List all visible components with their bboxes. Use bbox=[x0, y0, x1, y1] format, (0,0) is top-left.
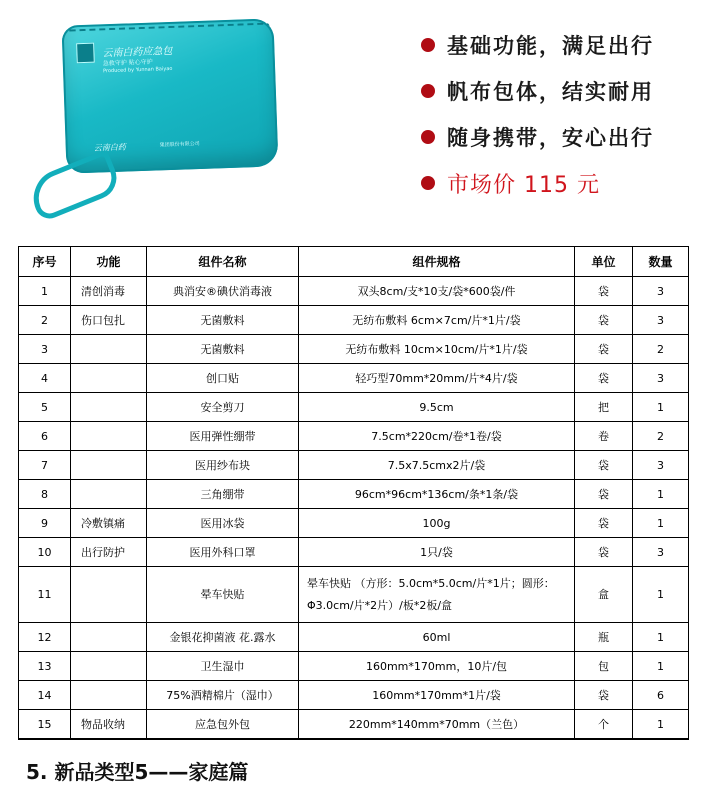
cell-spec: 晕车快贴 （方形：5.0cm*5.0cm/片*1片；圆形：Φ3.0cm/片*2片）/板*2板/盒 bbox=[299, 567, 575, 623]
cell-name: 创口贴 bbox=[147, 364, 299, 393]
cell-unit: 袋 bbox=[575, 451, 633, 480]
cell-unit: 袋 bbox=[575, 335, 633, 364]
cell-qty: 6 bbox=[633, 681, 689, 710]
bullet-icon bbox=[421, 38, 435, 52]
cell-func bbox=[71, 623, 147, 652]
cell-func bbox=[71, 681, 147, 710]
cell-qty: 3 bbox=[633, 277, 689, 306]
cell-func bbox=[71, 422, 147, 451]
cell-spec: 无纺布敷料 10cm×10cm/片*1片/袋 bbox=[299, 335, 575, 364]
feature-text: 随身携带，安心出行 bbox=[447, 125, 654, 150]
table-row bbox=[19, 277, 689, 306]
cell-unit: 袋 bbox=[575, 364, 633, 393]
cell-name: 75%酒精棉片（湿巾） bbox=[147, 681, 299, 710]
cell-qty: 3 bbox=[633, 364, 689, 393]
bag-producer: Produced by Yunnan Baiyao bbox=[102, 65, 173, 75]
cell-unit: 袋 bbox=[575, 306, 633, 335]
cell-func bbox=[71, 335, 147, 364]
cell-unit: 个 bbox=[575, 710, 633, 740]
header-no: 序号 bbox=[19, 247, 71, 277]
cell-spec: 220mm*140mm*70mm（兰色） bbox=[299, 710, 575, 740]
cell-qty: 1 bbox=[633, 567, 689, 623]
price-item bbox=[421, 160, 654, 206]
cell-name: 医用冰袋 bbox=[147, 509, 299, 538]
cell-func bbox=[71, 364, 147, 393]
header-spec: 组件规格 bbox=[299, 247, 575, 277]
cell-name: 医用弹性绷带 bbox=[147, 422, 299, 451]
feature-text: 帆布包体，结实耐用 bbox=[447, 79, 654, 104]
bag-bottom-company: 集团股份有限公司 bbox=[159, 140, 200, 149]
table-row bbox=[19, 567, 689, 623]
price-text: 市场价 115 元 bbox=[447, 172, 600, 198]
feature-list bbox=[421, 22, 654, 206]
table-row bbox=[19, 652, 689, 681]
cell-no: 9 bbox=[19, 509, 71, 538]
cell-func bbox=[71, 451, 147, 480]
table-row bbox=[19, 393, 689, 422]
cell-func: 清创消毒 bbox=[71, 277, 147, 306]
cell-qty: 2 bbox=[633, 335, 689, 364]
cell-no: 11 bbox=[19, 567, 71, 623]
cell-unit: 袋 bbox=[575, 538, 633, 567]
table-row bbox=[19, 623, 689, 652]
cell-func: 物品收纳 bbox=[71, 710, 147, 740]
components-table bbox=[18, 246, 689, 740]
table-row bbox=[19, 335, 689, 364]
cell-qty: 3 bbox=[633, 306, 689, 335]
cell-no: 3 bbox=[19, 335, 71, 364]
cell-no: 6 bbox=[19, 422, 71, 451]
header-unit: 单位 bbox=[575, 247, 633, 277]
cell-qty: 2 bbox=[633, 422, 689, 451]
cell-unit: 袋 bbox=[575, 277, 633, 306]
table-row bbox=[19, 538, 689, 567]
cell-func bbox=[71, 393, 147, 422]
cell-no: 2 bbox=[19, 306, 71, 335]
cell-unit: 袋 bbox=[575, 480, 633, 509]
cell-qty: 1 bbox=[633, 623, 689, 652]
cell-qty: 1 bbox=[633, 393, 689, 422]
cell-func bbox=[71, 652, 147, 681]
cell-func bbox=[71, 480, 147, 509]
cell-no: 15 bbox=[19, 710, 71, 740]
cell-func bbox=[71, 567, 147, 623]
cell-spec: 160mm*170mm*1片/袋 bbox=[299, 681, 575, 710]
bullet-icon bbox=[421, 84, 435, 98]
feature-item bbox=[421, 114, 654, 160]
product-image bbox=[26, 14, 282, 214]
table-header-row bbox=[19, 247, 689, 277]
cell-unit: 袋 bbox=[575, 681, 633, 710]
cell-spec: 1只/袋 bbox=[299, 538, 575, 567]
cell-no: 7 bbox=[19, 451, 71, 480]
cell-name: 卫生湿巾 bbox=[147, 652, 299, 681]
cell-name: 医用外科口罩 bbox=[147, 538, 299, 567]
cell-no: 10 bbox=[19, 538, 71, 567]
cell-spec: 无纺布敷料 6cm×7cm/片*1片/袋 bbox=[299, 306, 575, 335]
bullet-icon bbox=[421, 130, 435, 144]
cell-spec: 轻巧型70mm*20mm/片*4片/袋 bbox=[299, 364, 575, 393]
feature-item bbox=[421, 68, 654, 114]
cell-no: 4 bbox=[19, 364, 71, 393]
table-body bbox=[19, 277, 689, 740]
table-row bbox=[19, 480, 689, 509]
table-row bbox=[19, 422, 689, 451]
feature-text: 基础功能，满足出行 bbox=[447, 33, 654, 58]
bag-brand-text: 云南白药应急包 bbox=[102, 45, 173, 60]
cell-qty: 1 bbox=[633, 509, 689, 538]
cell-no: 5 bbox=[19, 393, 71, 422]
cell-name: 应急包外包 bbox=[147, 710, 299, 740]
brand-logo-icon bbox=[76, 43, 95, 64]
cell-unit: 包 bbox=[575, 652, 633, 681]
cell-spec: 7.5x7.5cmx2片/袋 bbox=[299, 451, 575, 480]
bullet-icon bbox=[421, 176, 435, 190]
cell-spec: 60ml bbox=[299, 623, 575, 652]
header-function: 功能 bbox=[71, 247, 147, 277]
cell-name: 典消安®碘伏消毒液 bbox=[147, 277, 299, 306]
bag-tagline: 急救守护 贴心守护 bbox=[102, 58, 153, 68]
cell-qty: 1 bbox=[633, 652, 689, 681]
feature-item bbox=[421, 22, 654, 68]
bag-body bbox=[61, 18, 278, 173]
cell-func: 伤口包扎 bbox=[71, 306, 147, 335]
cell-qty: 3 bbox=[633, 538, 689, 567]
cell-unit: 袋 bbox=[575, 509, 633, 538]
header-qty: 数量 bbox=[633, 247, 689, 277]
cell-no: 13 bbox=[19, 652, 71, 681]
table-row bbox=[19, 364, 689, 393]
table-row bbox=[19, 681, 689, 710]
cell-spec: 7.5cm*220cm/卷*1卷/袋 bbox=[299, 422, 575, 451]
cell-unit: 瓶 bbox=[575, 623, 633, 652]
cell-unit: 盒 bbox=[575, 567, 633, 623]
cell-qty: 1 bbox=[633, 710, 689, 740]
cell-name: 金银花抑菌液 花.露水 bbox=[147, 623, 299, 652]
cell-qty: 1 bbox=[633, 480, 689, 509]
bag-bottom-brand: 云南白药 bbox=[93, 142, 126, 153]
cell-name: 无菌敷料 bbox=[147, 306, 299, 335]
cell-no: 12 bbox=[19, 623, 71, 652]
table-row bbox=[19, 451, 689, 480]
table-row bbox=[19, 509, 689, 538]
cell-spec: 双头8cm/支*10支/袋*600袋/件 bbox=[299, 277, 575, 306]
cell-unit: 卷 bbox=[575, 422, 633, 451]
cell-name: 无菌敷料 bbox=[147, 335, 299, 364]
cell-no: 14 bbox=[19, 681, 71, 710]
cell-qty: 3 bbox=[633, 451, 689, 480]
cell-spec: 96cm*96cm*136cm/条*1条/袋 bbox=[299, 480, 575, 509]
cell-spec: 100g bbox=[299, 509, 575, 538]
cell-name: 安全剪刀 bbox=[147, 393, 299, 422]
cell-name: 医用纱布块 bbox=[147, 451, 299, 480]
cell-spec: 9.5cm bbox=[299, 393, 575, 422]
cell-name: 三角绷带 bbox=[147, 480, 299, 509]
cell-func: 冷敷镇痛 bbox=[71, 509, 147, 538]
cell-spec: 160mm*170mm，10片/包 bbox=[299, 652, 575, 681]
table-row bbox=[19, 710, 689, 740]
table-row bbox=[19, 306, 689, 335]
bag-zipper bbox=[66, 22, 270, 37]
cell-name: 晕车快贴 bbox=[147, 567, 299, 623]
cell-func: 出行防护 bbox=[71, 538, 147, 567]
cell-unit: 把 bbox=[575, 393, 633, 422]
cell-no: 8 bbox=[19, 480, 71, 509]
cell-no: 1 bbox=[19, 277, 71, 306]
header-name: 组件名称 bbox=[147, 247, 299, 277]
section-heading: 5. 新品类型5——家庭篇 bbox=[26, 760, 249, 784]
